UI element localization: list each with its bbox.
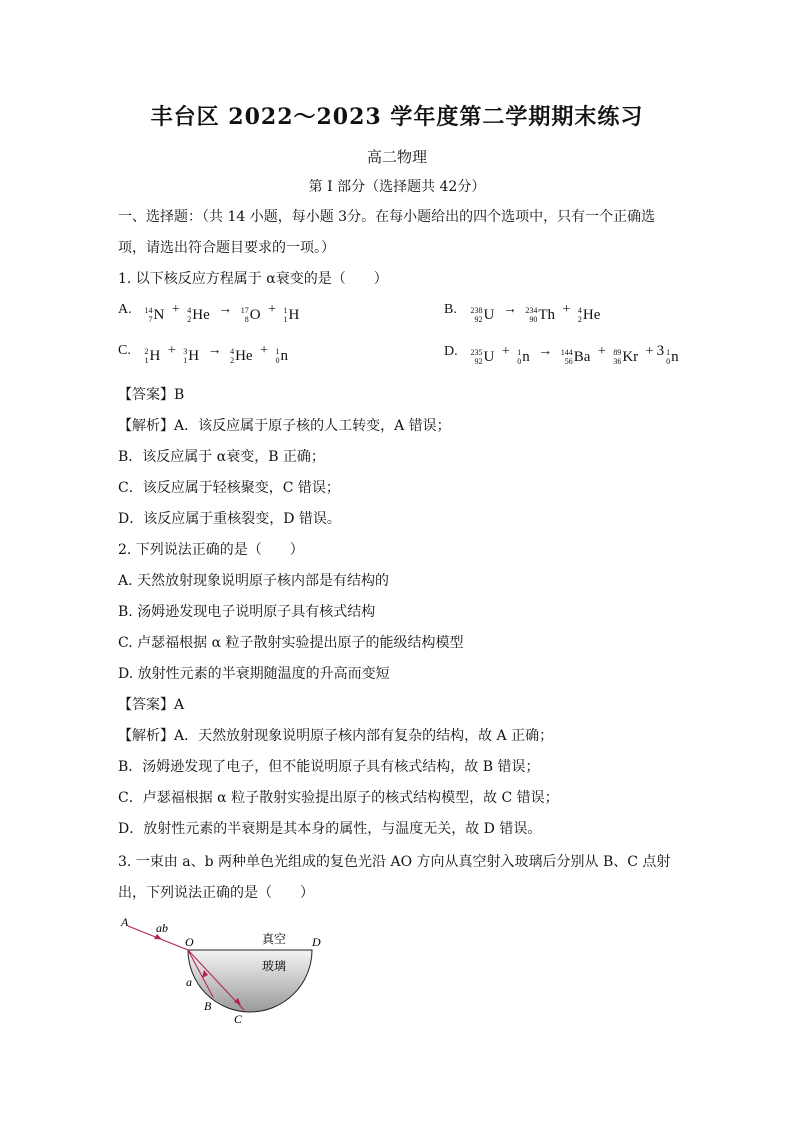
nuclide: 2 1 H xyxy=(144,347,161,365)
nuclide: 234 90 Th xyxy=(525,306,556,324)
label-d: D xyxy=(312,935,321,949)
q1-analysis-line: B．该反应属于 α衰变，B 正确； xyxy=(118,449,325,465)
label-a-ray: a xyxy=(186,975,192,989)
label-vacuum: 真空 xyxy=(262,932,287,946)
section-instructions-line1: 一、选择题：（共 14 小题，每小题 3分。在每小题给出的四个选项中，只有一个正确选 xyxy=(118,209,656,225)
q1-stem: 1. 以下核反应方程属于 α衰变的是（ ） xyxy=(118,271,388,287)
q1-answer: 【答案】B xyxy=(118,387,185,403)
q1-option-d: D. 235 92 U + 1 0 n → 144 56 Ba + 89 36 Kr + 3 1 0 n xyxy=(444,343,679,366)
nuclide: 238 92 U xyxy=(470,306,495,324)
nuclide: 144 56 Ba xyxy=(560,348,591,366)
q2-analysis-line: D．放射性元素的半衰期是其本身的属性，与温度无关，故 D 错误。 xyxy=(118,821,542,837)
q1-analysis-line: 【解析】A．该反应属于原子核的人工转变，A 错误； xyxy=(118,418,451,434)
q1-analysis-line: D．该反应属于重核裂变，D 错误。 xyxy=(118,511,341,527)
q2-option-d: D. 放射性元素的半衰期随温度的升高而变短 xyxy=(118,666,390,682)
label-glass: 玻璃 xyxy=(262,959,287,973)
exam-subject: 高二物理 xyxy=(366,148,427,166)
q2-analysis-line: 【解析】A．天然放射现象说明原子核内部有复杂的结构，故 A 正确； xyxy=(118,728,554,744)
nuclide: 17 8 O xyxy=(240,306,261,324)
label-b-point: B xyxy=(204,999,212,1013)
q2-option-a: A. 天然放射现象说明原子核内部是有结构的 xyxy=(118,573,390,589)
nuclide: 89 36 Kr xyxy=(613,348,639,366)
option-letter: C. xyxy=(118,343,131,358)
nuclide: 1 1 H xyxy=(283,306,300,324)
q2-answer: 【答案】A xyxy=(118,697,185,713)
section-instructions-line2: 项，请选出符合题目要求的一项。） xyxy=(118,240,335,256)
label-a-point: A xyxy=(121,915,129,929)
nuclide: 1 0 n xyxy=(275,347,288,365)
nuclide: 4 2 He xyxy=(230,347,253,365)
label-c-point: C xyxy=(234,1012,243,1026)
coefficient: 3 xyxy=(656,343,665,359)
nuclide: 235 92 U xyxy=(470,348,495,366)
nuclide: 1 0 n xyxy=(666,348,679,366)
q1-analysis-line: C．该反应属于轻核聚变，C 错误； xyxy=(118,480,340,496)
q2-option-c: C. 卢瑟福根据 α 粒子散射实验提出原子的能级结构模型 xyxy=(118,635,464,651)
option-letter: B. xyxy=(444,302,457,317)
q2-analysis-line: B．汤姆逊发现了电子，但不能说明原子具有核式结构，故 B 错误； xyxy=(118,759,540,775)
refraction-diagram xyxy=(116,912,346,1032)
q2-option-b: B. 汤姆逊发现电子说明原子具有核式结构 xyxy=(118,604,376,620)
exam-title: 丰台区 2022～2023 学年度第二学期期末练习 xyxy=(150,104,644,130)
q3-stem-line1: 3. 一束由 a、b 两种单色光组成的复色光沿 AO 方向从真空射入玻璃后分别从 B、C 点射 xyxy=(118,854,671,870)
q2-analysis-line: C．卢瑟福根据 α 粒子散射实验提出原子的核式结构模型，故 C 错误； xyxy=(118,790,559,806)
q1-option-a: A. 14 7 N + 4 2 He → 17 8 O + 1 1 H xyxy=(118,302,300,324)
nuclide: 4 2 He xyxy=(577,306,601,324)
label-o: O xyxy=(185,935,194,949)
q1-option-b: B. 238 92 U → 234 90 Th + 4 2 He xyxy=(444,302,601,324)
q3-stem-line2: 出，下列说法正确的是（ ） xyxy=(118,885,314,901)
part-heading: 第 I 部分（选择题共 42分） xyxy=(308,179,486,195)
q2-stem: 2. 下列说法正确的是（ ） xyxy=(118,542,304,558)
nuclide: 3 1 H xyxy=(183,347,200,365)
q1-option-c: C. 2 1 H + 3 1 H → 4 2 He + 1 0 n xyxy=(118,343,288,365)
option-letter: A. xyxy=(118,302,132,317)
nuclide: 1 0 n xyxy=(517,348,530,366)
nuclide: 4 2 He xyxy=(187,306,210,324)
option-letter: D. xyxy=(444,344,458,359)
nuclide: 14 7 N xyxy=(144,306,165,324)
label-ab: ab xyxy=(156,921,168,935)
